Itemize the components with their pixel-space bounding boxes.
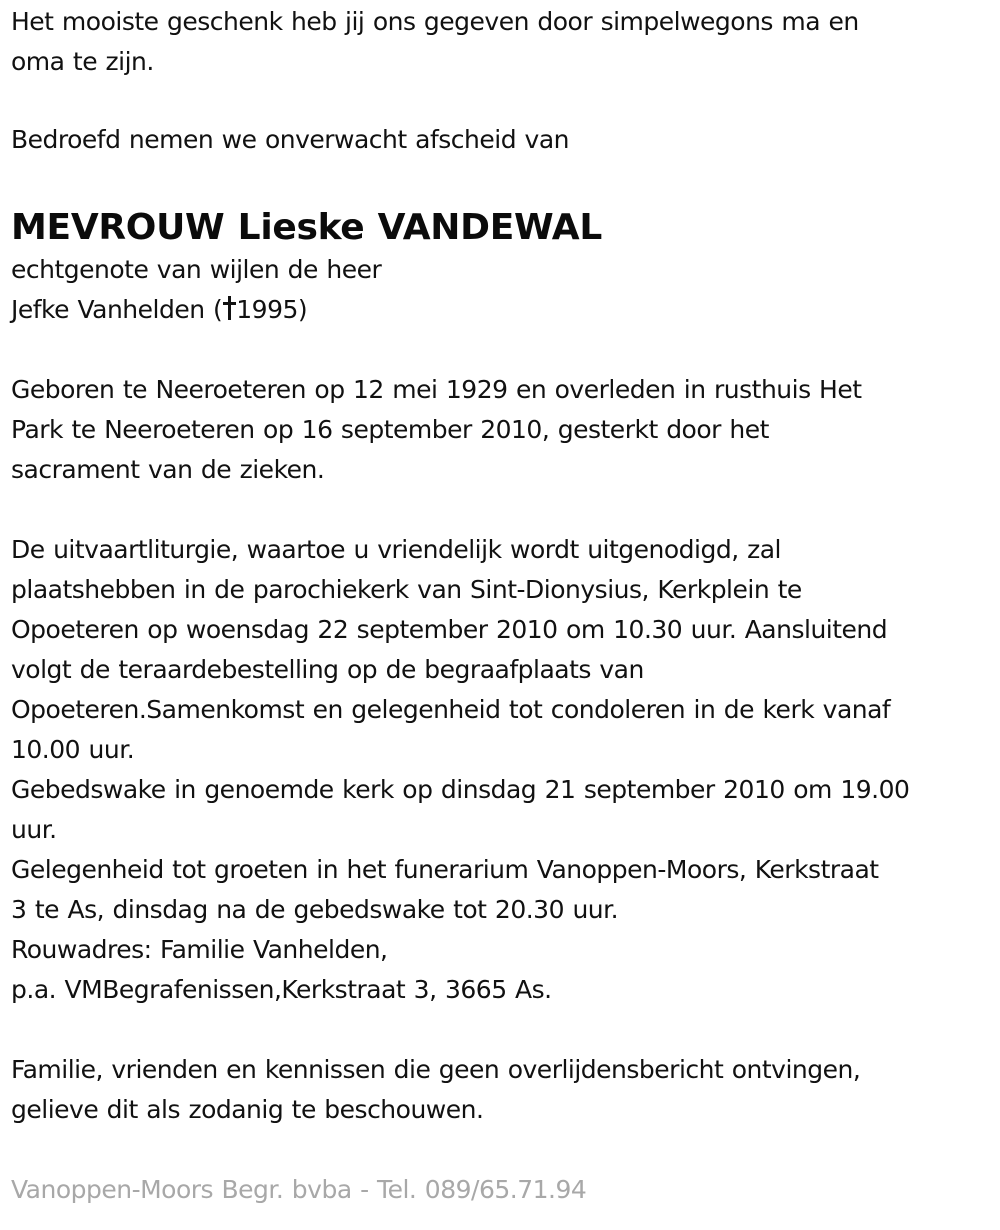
spouse-info — [11, 250, 991, 330]
death-notice — [11, 0, 991, 1210]
intro-text: Het mooiste geschenk heb jij ons gegeven door simpelwegons ma en oma te zijn. — [11, 7, 859, 76]
footer-text: Vanoppen-Moors Begr. bvba - Tel. 089/65.71.94 — [11, 1175, 587, 1204]
spouse-name: Jefke Vanhelden ( — [11, 295, 223, 324]
closing-text: Familie, vrienden en kennissen die geen overlijdensbericht ontvingen, gelieve dit als zodanig te beschouwen. — [11, 1055, 861, 1124]
spouse-line-2 — [11, 290, 991, 330]
spouse-death-year: 1995) — [236, 295, 308, 324]
birth-death-text: Geboren te Neeroeteren op 12 mei 1929 en overleden in rusthuis Het Park te Neeroeteren op 16 september 2010, gesterkt door het sacrament van de zieken. — [11, 375, 862, 484]
latin-cross-icon — [223, 296, 235, 320]
spouse-line-1: echtgenote van wijlen de heer — [11, 255, 382, 284]
deceased-name: MEVROUW Lieske VANDEWAL — [11, 207, 602, 248]
arrangements-text: De uitvaartliturgie, waartoe u vriendelijk wordt uitgenodigd, zal plaatshebben in de parochiekerk van Sint-Dionysius, Kerkplein te Opoeteren op woensdag 22 september 2010 om 10.30 uur. Aansluitend volgt de teraardebestelling op de begraafplaats van Opoeteren.Samenkomst en gelegenheid tot condoleren in de kerk vanaf 10.00 uur. Gebedswake in genoemde kerk op dinsdag 21 september 2010 om 19.00 uur. Gelegenheid tot groeten in het funerarium Vanoppen-Moors, Kerkstraat 3 te As, dinsdag na de gebedswake tot 20.30 uur. Rouwadres: Familie Vanhelden, p.a. VMBegrafenissen,Kerkstraat 3, 3665 As. — [11, 535, 910, 1004]
announcement-text: Bedroefd nemen we onverwacht afscheid van — [11, 125, 569, 154]
